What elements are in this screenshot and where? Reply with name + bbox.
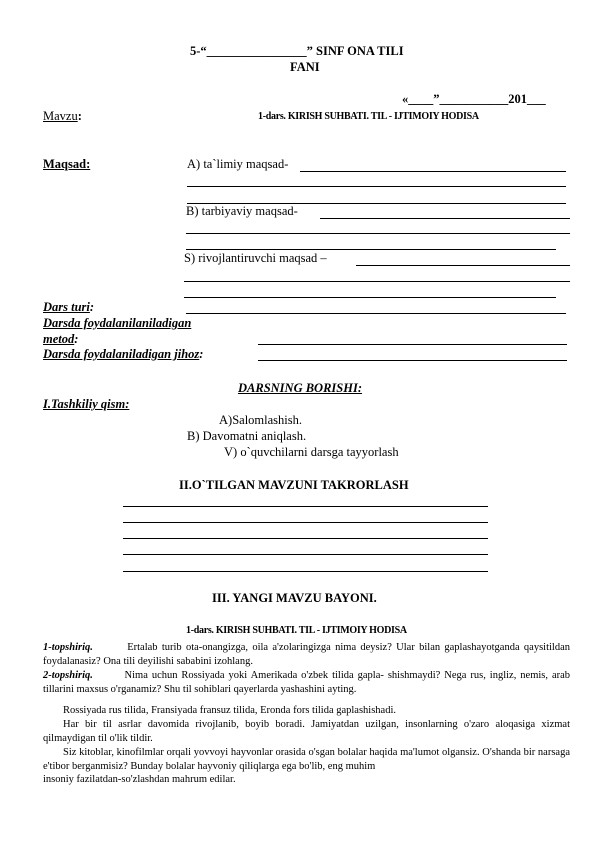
task-2-label: 2-topshiriq. xyxy=(43,670,93,681)
metod-group xyxy=(43,332,78,347)
maqsad-s-line-3 xyxy=(184,297,556,298)
item-salomlashish: A)Salomlashish. xyxy=(219,413,302,427)
dars-turi-colon: : xyxy=(89,300,95,314)
mavzu-label: Mavzu xyxy=(43,109,78,123)
takrorlash-line-5 xyxy=(123,571,488,572)
paragraph-1: Rossiyada rus tilida, Fransiyada fransuz tilida, Eronda fors tilida gaplashishadi. xyxy=(63,705,397,716)
task-1-label: 1-topshiriq. xyxy=(43,642,93,653)
maqsad-b-line-2 xyxy=(186,233,570,234)
item-tayyorlash: V) o`quvchilarni darsga tayyorlash xyxy=(224,445,399,459)
maqsad-b-line-1 xyxy=(320,218,570,219)
metod-colon: : xyxy=(74,332,79,346)
mavzu-value: 1-dars. KIRISH SUHBATI. TIL - IJTIMOIY HODISA xyxy=(258,111,479,122)
jihoz-colon: : xyxy=(199,347,204,361)
task-1-text: Ertalab turib ota-onangizga, oila a'zolaringizga nima deysiz? Ular bilan gaplashayotganda qaysitildan foydalanasiz? Ona tili deyilishi sababini izohlang. xyxy=(43,642,570,667)
paragraph-3: Siz kitoblar, kinofilmlar orqali yovvoyi hayvonlar orasida o'sgan bolalar haqida ma'lumot olgansiz. O'shanda bir narsaga e'tibor berganmisiz? Bunday bolalar hayvoniy qiliqlarga ega bo'lib, eng muhim xyxy=(43,747,570,772)
yangi-mavzu-heading: III. YANGI MAVZU BAYONI. xyxy=(212,591,377,605)
jihoz-line xyxy=(258,360,567,361)
paragraph-2: Har bir til asrlar davomida rivojlanib, boyib boradi. Jamiyatdan uzilgan, insonlarning o'zaro aloqasiga xizmat qilmaydigan til o'lik tildir. xyxy=(43,719,570,744)
borishi-heading: DARSNING BORISHI: xyxy=(238,381,362,395)
takrorlash-line-2 xyxy=(123,522,488,523)
paragraph-3-end: insoniy fazilatdan-so'zlashdan mahrum edilar. xyxy=(43,774,236,785)
jihoz-label: Darsda foydalaniladigan jihoz xyxy=(43,347,200,361)
takrorlash-heading: II.O`TILGAN MAVZUNI TAKRORLASH xyxy=(179,478,409,492)
dars-turi-line xyxy=(186,313,566,314)
metod-label-1: Darsda foydalanilaniladigan xyxy=(43,316,192,330)
maqsad-a-line-2 xyxy=(187,186,566,187)
maqsad-label: Maqsad: xyxy=(43,157,91,171)
mavzu-colon: : xyxy=(77,109,82,123)
mavzu-label-group xyxy=(43,109,82,124)
maqsad-b: B) tarbiyaviy maqsad- xyxy=(186,204,298,218)
date-line: «____”___________201___ xyxy=(402,92,546,106)
task-2-text: Nima uchun Rossiyada yoki Amerikada o'zbek tilida gapla- shishmaydi? Nega rus, ingliz, nemis, arab tillarini maxsus o'rganamiz? Shu til sohiblari qayerlarda yashashini ayting. xyxy=(43,670,571,695)
maqsad-s-line-1 xyxy=(356,265,570,266)
title-line-1: 5-“________________” SINF ONA TILI xyxy=(190,44,404,58)
maqsad-s-line-2 xyxy=(184,281,570,282)
item-davomat: B) Davomatni aniqlash. xyxy=(187,429,307,443)
tashkiliy-heading: I.Tashkiliy qism: xyxy=(43,397,130,411)
dars-turi-label: Dars turi xyxy=(43,300,90,314)
maqsad-a-line-1 xyxy=(300,171,566,172)
jihoz-group xyxy=(43,347,203,362)
takrorlash-line-3 xyxy=(123,538,488,539)
maqsad-b-line-3 xyxy=(186,249,556,250)
task-2 xyxy=(43,669,570,697)
title-line-2: FANI xyxy=(290,60,320,74)
metod-line xyxy=(258,344,567,345)
takrorlash-line-4 xyxy=(123,554,488,555)
metod-label-2: metod xyxy=(43,332,75,346)
maqsad-a: A) ta`limiy maqsad- xyxy=(187,157,289,171)
takrorlash-line-1 xyxy=(123,506,488,507)
dars-turi-group xyxy=(43,300,94,315)
lesson-title: 1-dars. KIRISH SUHBATI. TIL - IJTIMOIY HODISA xyxy=(186,625,407,636)
maqsad-s: S) rivojlantiruvchi maqsad – xyxy=(184,251,327,265)
task-1 xyxy=(43,641,570,669)
